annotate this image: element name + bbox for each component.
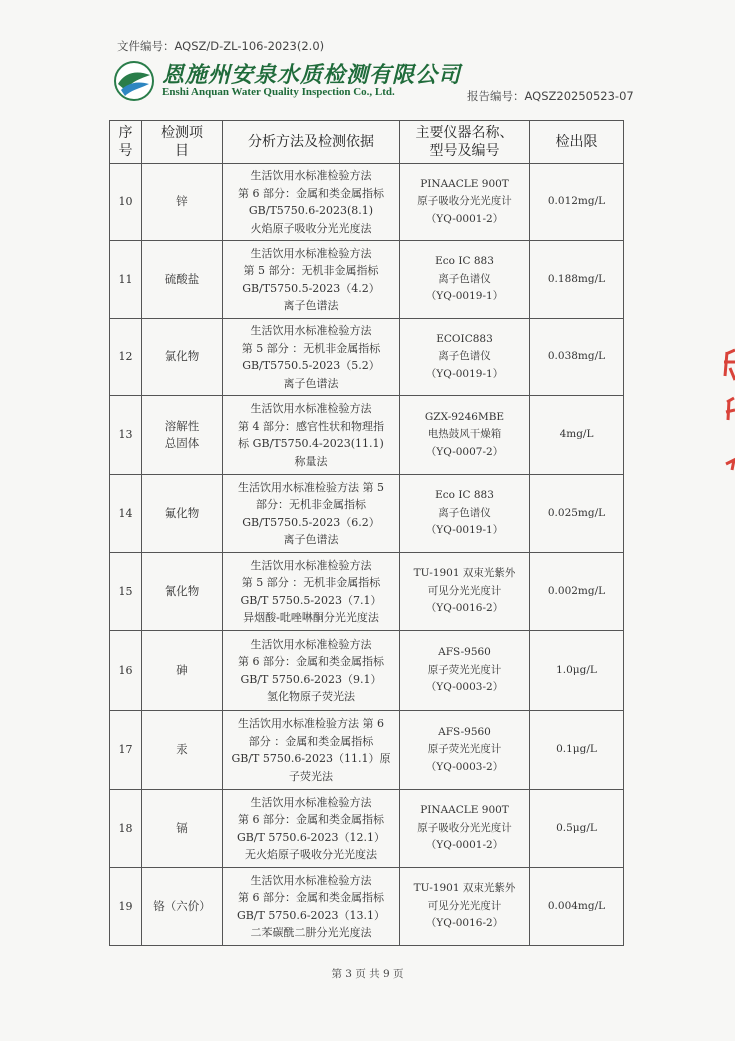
text-line: 电热鼓风干燥箱 <box>427 428 502 441</box>
row-number: 14 <box>110 475 142 553</box>
text-line: 主要仪器名称、 <box>415 125 514 141</box>
text-line: 氢化物原子荧光法 <box>267 690 355 703</box>
instrument <box>400 475 530 553</box>
text-line: （YQ-0016-2） <box>425 917 504 930</box>
text-line: PINAACLE 900T <box>420 804 509 817</box>
report-number: 报告编号：AQSZ20250523-07 <box>467 89 634 103</box>
text-line: 原子吸收分光光度计 <box>417 821 512 834</box>
table-row <box>110 319 624 396</box>
text-line: AFS-9560 <box>438 725 491 738</box>
test-item <box>142 241 223 319</box>
test-item <box>142 319 223 396</box>
text-line: 第 6 部分：金属和类金属指标 <box>238 813 384 826</box>
text-line: （YQ-0003-2） <box>425 760 504 773</box>
analysis-method <box>223 790 400 868</box>
text-line: PINAACLE 900T <box>420 177 509 190</box>
text-line: 子荧光法 <box>289 769 333 783</box>
text-line: TU-1901 双束光紫外 <box>413 567 516 580</box>
text-line: 目 <box>175 143 189 159</box>
test-item <box>142 631 223 711</box>
table-row <box>110 164 624 241</box>
seal-stamp-fragment <box>712 340 735 490</box>
detection-limit: 0.1μg/L <box>530 711 624 790</box>
text-line: 生活饮用水标准检验方法 <box>250 558 372 572</box>
text-line: 离子色谱仪 <box>438 350 491 363</box>
text-line: （YQ-0019-1） <box>425 290 504 303</box>
header-item <box>142 121 223 164</box>
text-line: ECOIC883 <box>436 332 493 345</box>
text-line: （YQ-0003-2） <box>425 681 504 694</box>
text-line: （YQ-0001-2） <box>425 212 504 225</box>
analysis-method <box>223 396 400 475</box>
header-limit <box>530 121 624 164</box>
text-line: 第 6 部分：金属和类金属指标 <box>238 891 384 904</box>
text-line: 标 GB/T5750.4-2023(11.1) <box>238 437 384 450</box>
text-line: 第 6 部分：金属和类金属指标 <box>238 655 384 668</box>
table-row <box>110 553 624 631</box>
text-line: 检出限 <box>555 134 598 150</box>
text-line: 镉 <box>176 820 188 835</box>
text-line: 硫酸盐 <box>164 271 200 286</box>
text-line: 氰化物 <box>164 583 200 598</box>
detection-limit: 0.188mg/L <box>530 241 624 319</box>
text-line: 型号及编号 <box>429 143 500 159</box>
text-line: 离子色谱法 <box>283 376 339 390</box>
text-line: 二苯碳酰二肼分光光度法 <box>250 926 372 939</box>
text-line: 离子色谱法 <box>283 533 339 546</box>
text-line: 生活饮用水标准检验方法 第 6 <box>238 717 384 730</box>
text-line: GB/T 5750.5-2023（7.1） <box>240 593 382 607</box>
text-line: GB/T 5750.6-2023（12.1） <box>236 830 386 844</box>
text-line: （YQ-0001-2） <box>425 839 504 852</box>
text-line: GB/T5750.5-2023（4.2） <box>242 281 380 295</box>
text-line: 生活饮用水标准检验方法 <box>250 246 372 260</box>
test-item <box>142 868 223 946</box>
text-line: 原子荧光光度计 <box>427 743 502 756</box>
detection-limit: 0.5μg/L <box>530 790 624 868</box>
text-line: 检测项 <box>161 125 203 141</box>
text-line: 第 4 部分：感官性状和物理指 <box>238 419 384 433</box>
instrument <box>400 319 530 396</box>
text-line: 原子吸收分光光度计 <box>417 195 512 208</box>
text-line: Eco IC 883 <box>435 489 494 502</box>
text-line: 生活饮用水标准检验方法 <box>250 637 372 651</box>
text-line: 氟化物 <box>164 505 200 520</box>
company-logo-icon <box>113 60 155 102</box>
row-number: 10 <box>110 164 142 241</box>
text-line: 部分：无机非金属指标 <box>256 498 366 511</box>
instrument <box>400 396 530 475</box>
text-line: GZX-9246MBE <box>424 410 505 423</box>
header-no <box>110 121 142 164</box>
text-line: 生活饮用水标准检验方法 <box>250 795 372 809</box>
instrument <box>400 164 530 241</box>
table-header-row <box>110 121 624 164</box>
text-line: 砷 <box>176 662 188 677</box>
detection-limit: 4mg/L <box>530 396 624 475</box>
row-number: 15 <box>110 553 142 631</box>
text-line: GB/T5750.5-2023（5.2） <box>242 359 380 372</box>
analysis-method <box>223 868 400 946</box>
text-line: 汞 <box>176 742 188 757</box>
table-row <box>110 631 624 711</box>
text-line: GB/T 5750.6-2023（11.1）原 <box>231 752 391 765</box>
analysis-method <box>223 711 400 790</box>
text-line: 部分 ：金属和类金属指标 <box>248 734 374 748</box>
analysis-method <box>223 553 400 631</box>
detection-limit: 0.002mg/L <box>530 553 624 631</box>
text-line: GB/T5750.6-2023(8.1) <box>248 204 374 217</box>
text-line: 第 6 部分：金属和类金属指标 <box>238 186 384 200</box>
instrument <box>400 631 530 711</box>
text-line: 生活饮用水标准检验方法 <box>250 324 372 337</box>
page-number: 第 3 页 共 9 页 <box>331 968 404 980</box>
text-line: 铬（六价） <box>153 898 211 913</box>
row-number: 17 <box>110 711 142 790</box>
text-line: （YQ-0019-1） <box>425 367 504 380</box>
table-row <box>110 790 624 868</box>
row-number: 16 <box>110 631 142 711</box>
text-line: （YQ-0007-2） <box>425 445 504 458</box>
detection-limit: 0.025mg/L <box>530 475 624 553</box>
analysis-method <box>223 319 400 396</box>
analysis-method <box>223 164 400 241</box>
test-item <box>142 711 223 790</box>
text-line: 溶解性 <box>164 418 200 433</box>
row-number: 12 <box>110 319 142 396</box>
text-line: 离子色谱仪 <box>438 272 491 285</box>
row-number: 11 <box>110 241 142 319</box>
text-line: GB/T 5750.6-2023（13.1） <box>236 908 386 922</box>
doc-id: 文件编号：AQSZ/D-ZL-106-2023(2.0) <box>117 39 325 53</box>
detection-limit: 0.038mg/L <box>530 319 624 396</box>
header-method <box>223 121 400 164</box>
text-line: AFS-9560 <box>438 646 491 659</box>
analysis-method <box>223 475 400 553</box>
text-line: 生活饮用水标准检验方法 <box>250 873 372 887</box>
instrument <box>400 553 530 631</box>
detection-limit: 1.0μg/L <box>530 631 624 711</box>
table-row <box>110 711 624 790</box>
text-line: 锌 <box>176 194 188 209</box>
text-line: 氯化物 <box>164 349 200 364</box>
test-item <box>142 164 223 241</box>
text-line: 第 5 部分：无机非金属指标 <box>243 264 379 277</box>
table-row <box>110 868 624 946</box>
text-line: Eco IC 883 <box>435 255 494 268</box>
text-line: 第 5 部分 ：无机非金属指标 <box>241 576 381 589</box>
company-name-en: Enshi Anquan Water Quality Inspection Co., Ltd. <box>162 86 395 98</box>
table-row <box>110 396 624 475</box>
test-item <box>142 475 223 553</box>
detection-limit: 0.004mg/L <box>530 868 624 946</box>
text-line: 可见分光光度计 <box>427 899 502 912</box>
analysis-method <box>223 631 400 711</box>
text-line: GB/T5750.5-2023（6.2） <box>242 515 380 529</box>
table-body <box>110 164 624 946</box>
text-line: 离子色谱仪 <box>438 506 491 519</box>
table-row <box>110 241 624 319</box>
text-line: 生活饮用水标准检验方法 <box>250 402 372 415</box>
text-line: 离子色谱法 <box>283 299 339 312</box>
row-number: 18 <box>110 790 142 868</box>
text-line: 总固体 <box>164 436 200 450</box>
text-line: 无火焰原子吸收分光光度法 <box>245 848 377 861</box>
text-line: 分析方法及检测依据 <box>248 134 374 150</box>
row-number: 13 <box>110 396 142 475</box>
text-line: （YQ-0016-2） <box>425 602 504 615</box>
text-line: （YQ-0019-1） <box>425 524 504 537</box>
instrument <box>400 790 530 868</box>
text-line: 生活饮用水标准检验方法 <box>250 169 372 182</box>
text-line: 第 5 部分 ：无机非金属指标 <box>241 341 381 355</box>
test-item <box>142 790 223 868</box>
analysis-method <box>223 241 400 319</box>
text-line: 异烟酸-吡唑啉酮分光光度法 <box>243 611 379 624</box>
instrument <box>400 241 530 319</box>
text-line: TU-1901 双束光紫外 <box>413 882 516 895</box>
company-name-cn: 恩施州安泉水质检测有限公司 <box>162 62 462 88</box>
text-line: 火焰原子吸收分光光度法 <box>250 221 372 235</box>
text-line: 序 <box>118 125 133 141</box>
test-item <box>142 553 223 631</box>
test-item <box>142 396 223 475</box>
instrument <box>400 868 530 946</box>
text-line: 号 <box>118 143 133 159</box>
row-number: 19 <box>110 868 142 946</box>
table-row <box>110 475 624 553</box>
text-line: 称量法 <box>294 454 328 468</box>
text-line: GB/T 5750.6-2023（9.1） <box>240 672 382 686</box>
text-line: 原子荧光光度计 <box>427 663 502 676</box>
test-method-table <box>109 120 624 946</box>
instrument <box>400 711 530 790</box>
text-line: 生活饮用水标准检验方法 第 5 <box>238 480 384 494</box>
detection-limit: 0.012mg/L <box>530 164 624 241</box>
text-line: 可见分光光度计 <box>427 584 502 597</box>
header-instrument <box>400 121 530 164</box>
